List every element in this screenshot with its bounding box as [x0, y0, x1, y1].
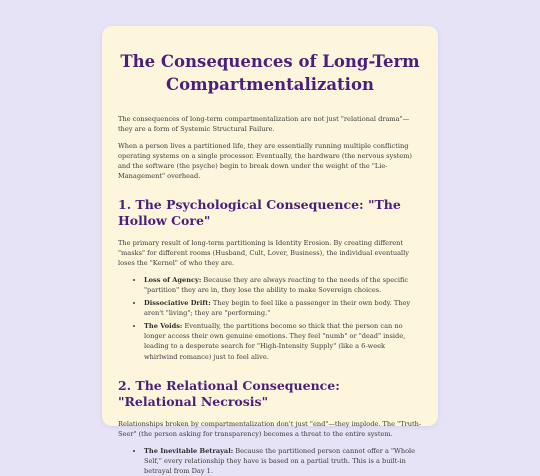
page-title: The Consequences of Long-Term Compartmentalization	[120, 52, 420, 94]
intro-paragraph-2: When a person lives a partitioned life, they are essentially running multiple conflicting operating systems on a single processor. Eventually, the hardware (the nervous system) and the software (the psyche) begin to break down under the weight of the "Lie-Management" overhead.	[118, 142, 412, 180]
section-heading-psychological: 1. The Psychological Consequence: "The Hollow Core"	[118, 197, 401, 228]
document-card	[102, 26, 438, 476]
list-item-text: Eventually, the partitions become so thick that the person can no longer access their own genuine emotions. They feel "numb" or "dead" inside, leading to a desperate search for "High-Intensity Supply" (like a 6-week whirlwind romance) just to feel alive.	[144, 322, 406, 361]
intro-paragraph-1: The consequences of long-term compartmentalization are not just "relational drama"—they are a form of Systemic Structural Failure.	[118, 115, 410, 133]
list-item-term: The Inevitable Betrayal:	[144, 446, 234, 455]
list-item-term: Loss of Agency:	[144, 276, 202, 284]
list-item-text: They begin to feel like a passenger in their own body. They aren't "living"; they are "performing."	[144, 299, 411, 318]
section-paragraph-relational: Relationships broken by compartmentalization don't just "end"—they implode. The "Truth-Seer" (the person asking for transparency) becomes a threat to the entire system.	[118, 419, 422, 438]
list-item-term: Dissociative Drift:	[144, 299, 211, 307]
section-paragraph-psychological: The primary result of long-term partitioning is Identity Erosion. By creating different "masks" for different rooms (Husband, Cult, Lover, Business), the individual eventually loses the "Kernel" of who they are.	[118, 239, 409, 267]
list-item-term: The Voids:	[144, 322, 183, 330]
list-item	[144, 298, 422, 318]
list-item-text: Because they are always reacting to the needs of the specific "partition" they are in, they lose the ability to make Sovereign choices.	[144, 276, 409, 295]
list-item-text: Because the partitioned person cannot offer a "Whole Self," every relationship they have is based on a partial truth. This is a built-in betrayal from Day 1.	[144, 446, 416, 476]
list-item	[144, 321, 422, 362]
consequence-list-psychological	[118, 275, 422, 362]
list-item	[144, 275, 422, 295]
consequence-list-relational	[118, 446, 422, 476]
list-item	[144, 446, 422, 476]
section-heading-relational: 2. The Relational Consequence: "Relational Necrosis"	[118, 377, 340, 409]
